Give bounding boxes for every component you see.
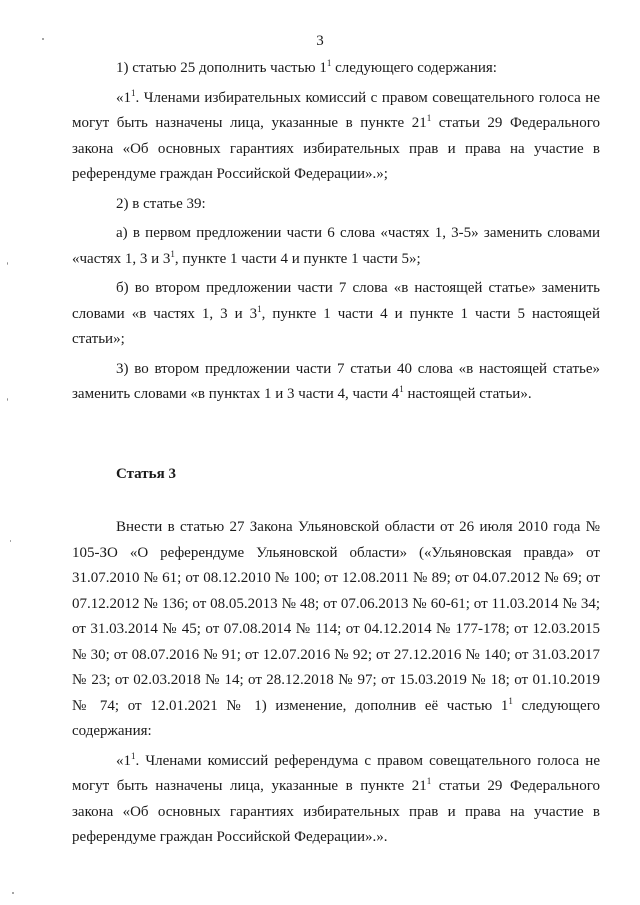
superscript: 1 xyxy=(131,87,136,98)
superscript: 1 xyxy=(131,750,136,761)
superscript: 1 xyxy=(257,303,262,314)
scan-speck xyxy=(7,262,8,265)
superscript: 1 xyxy=(426,776,432,786)
superscript: 1 xyxy=(426,113,432,123)
document-body xyxy=(72,56,600,851)
paragraph-quote-1: «$1^1$. Членами избирательных комиссий с правом совещательного голоса не могут быть назначены лица, указанные в пункте $21^1$ статьи 29 Федерального закона «Об основных гарантиях избирательных прав и права на участие в референдуме граждан Российской Федерации».»; xyxy=(72,87,600,182)
paragraph-item-2a: а) в первом предложении части 6 слова «частях 1, 3-5» заменить словами «частях 1, 3 и $3^1$, пункте 1 части 4 и пункте 1 части 5»; xyxy=(72,225,600,267)
article-paragraph-quote: «$1^1$. Членами комиссий референдума с правом совещательного голоса не могут быть назначены лица, указанные в пункте $21^1$ статьи 29 Федерального закона «Об основных гарантиях избирательных прав и права на участие в референдуме граждан Российской Федерации».». xyxy=(72,750,600,845)
page-number: 3 xyxy=(316,33,324,49)
superscript: 1 xyxy=(170,248,175,259)
superscript: 1 xyxy=(399,384,404,394)
paragraph-item-2: 2) в статье 39: xyxy=(116,195,206,212)
paragraph-item-3: 3) во втором предложении части 7 статьи 40 слова «в настоящей статье» заменить словами «в пунктах 1 и 3 части 4, части $4^1$ настоящей статьи». xyxy=(72,360,600,402)
article-paragraph-1: Внести в статью 27 Закона Ульяновской области от 26 июля 2010 года № 105-ЗО «О референдуме Ульяновской области» («Ульяновская правда» от 31.07.2010 № 61; от 08.12.2010 № 100; от 12.08.2011 № 89; от 04.07.2012 № 69; от 07.12.2012 № 136; от 08.05.2013 № 48; от 07.06.2013 № 60-61; от 11.03.2014 № 34; от 31.03.2014 № 45; от 07.08.2014 № 114; от 04.12.2014 № 177-178; от 12.03.2015 № 30; от 08.07.2016 № 91; от 12.07.2016 № 92; от 27.12.2016 № 140; от 31.03.2017 № 23; от 02.03.2018 № 14; от 28.12.2018 № 97; от 15.03.2019 № 18; от 01.10.2019 № 74; от 12.01.2021 № 1) изменение, дополнив её частью $1^1$ следующего содержания: xyxy=(72,519,600,739)
superscript: 1 xyxy=(508,695,513,706)
scan-speck xyxy=(12,892,14,894)
paragraph-item-1: 1) статью 25 дополнить частью $1^1$ следующего содержания: xyxy=(116,58,497,76)
scan-speck xyxy=(42,38,44,40)
paragraph-item-2b: б) во втором предложении части 7 слова «в настоящей статье» заменить словами «в частях 1, 3 и $3^1$, пункте 1 части 4 и пункте 1 части 5 настоящей статьи»; xyxy=(72,280,600,347)
scan-speck xyxy=(10,540,11,542)
scan-speck xyxy=(7,398,8,401)
superscript: 1 xyxy=(326,58,332,68)
article-heading: Статья 3 xyxy=(116,465,176,482)
